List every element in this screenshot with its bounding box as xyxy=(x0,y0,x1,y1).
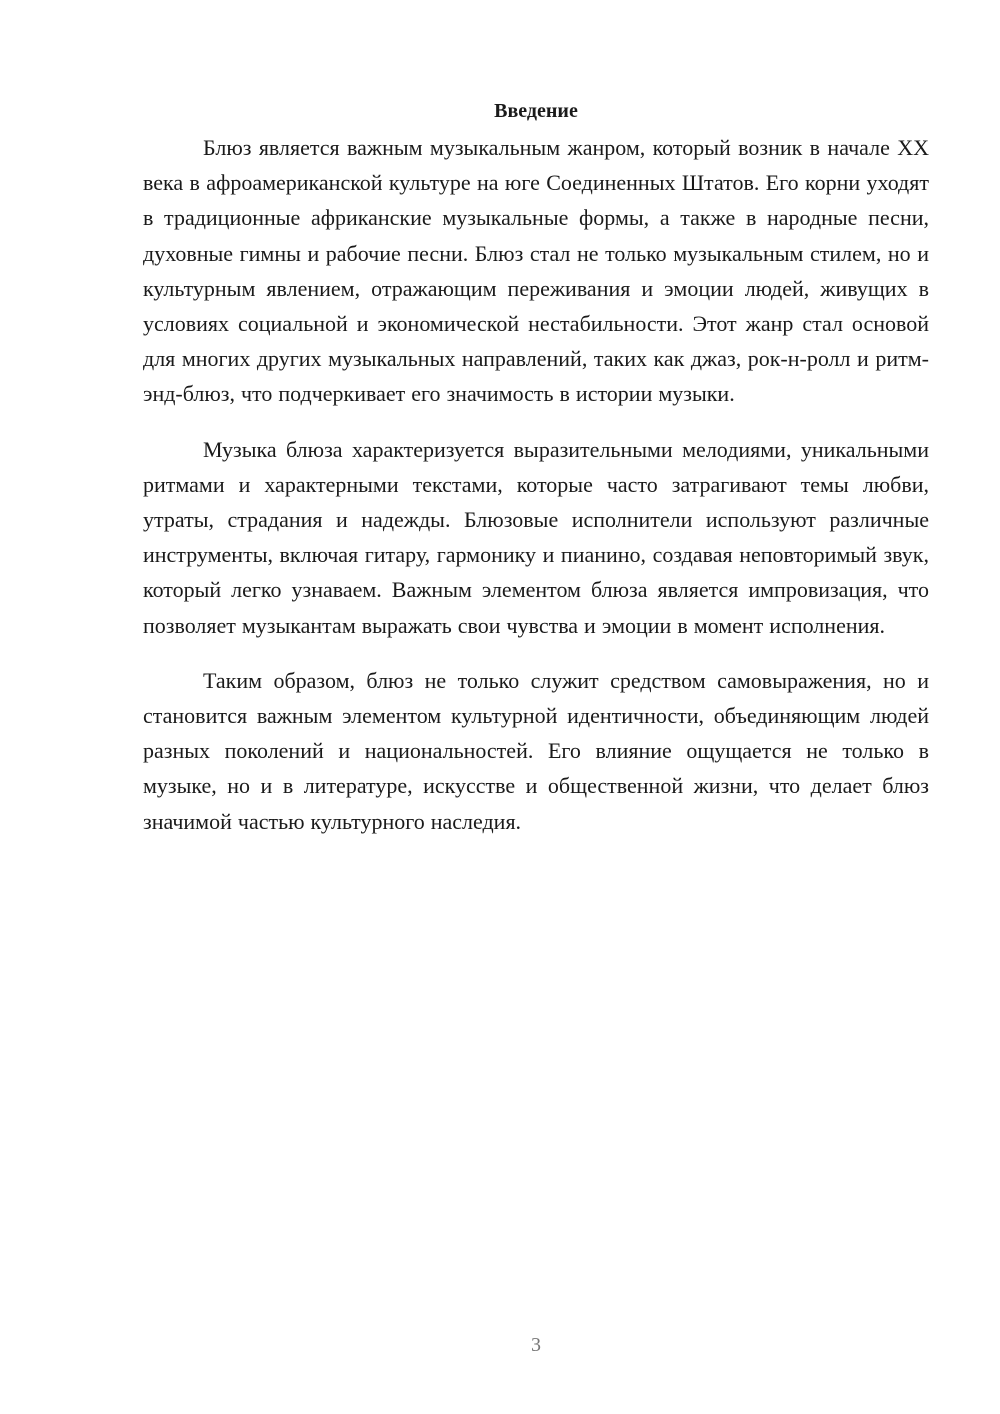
page-number: 3 xyxy=(531,1334,541,1356)
paragraph-3: Таким образом, блюз не только служит средством самовыражения, но и становится важным элементом культурной идентичности, объединяющим людей разных поколений и национальностей. Его влияние ощущается не только в музыке, но и в литературе, искусстве и общественной жизни, что делает блюз значимой частью культурного наследия. xyxy=(143,667,929,834)
paragraph-2: Музыка блюза характеризуется выразительными мелодиями, уникальными ритмами и характерными текстами, которые часто затрагивают темы любви, утраты, страдания и надежды. Блюзовые исполнители используют различные инструменты, включая гитару, гармонику и пианино, создавая неповторимый звук, который легко узнаваем. Важным элементом блюза является импровизация, что позволяет музыкантам выражать свои чувства и эмоции в момент исполнения. xyxy=(143,436,929,638)
page-title: Введение xyxy=(494,100,578,122)
paragraph-1: Блюз является важным музыкальным жанром, который возник в начале XX века в афроамериканской культуре на юге Соединенных Штатов. Его корни уходят в традиционные африканские музыкальные формы, а также в народные песни, духовные гимны и рабочие песни. Блюз стал не только музыкальным стилем, но и культурным явлением, отражающим переживания и эмоции людей, живущих в условиях социальной и экономической нестабильности. Этот жанр стал основой для многих других музыкальных направлений, таких как джаз, рок-н-ролл и ритм-энд-блюз, что подчеркивает его значимость в истории музыки. xyxy=(143,135,929,407)
page-content xyxy=(143,96,929,859)
